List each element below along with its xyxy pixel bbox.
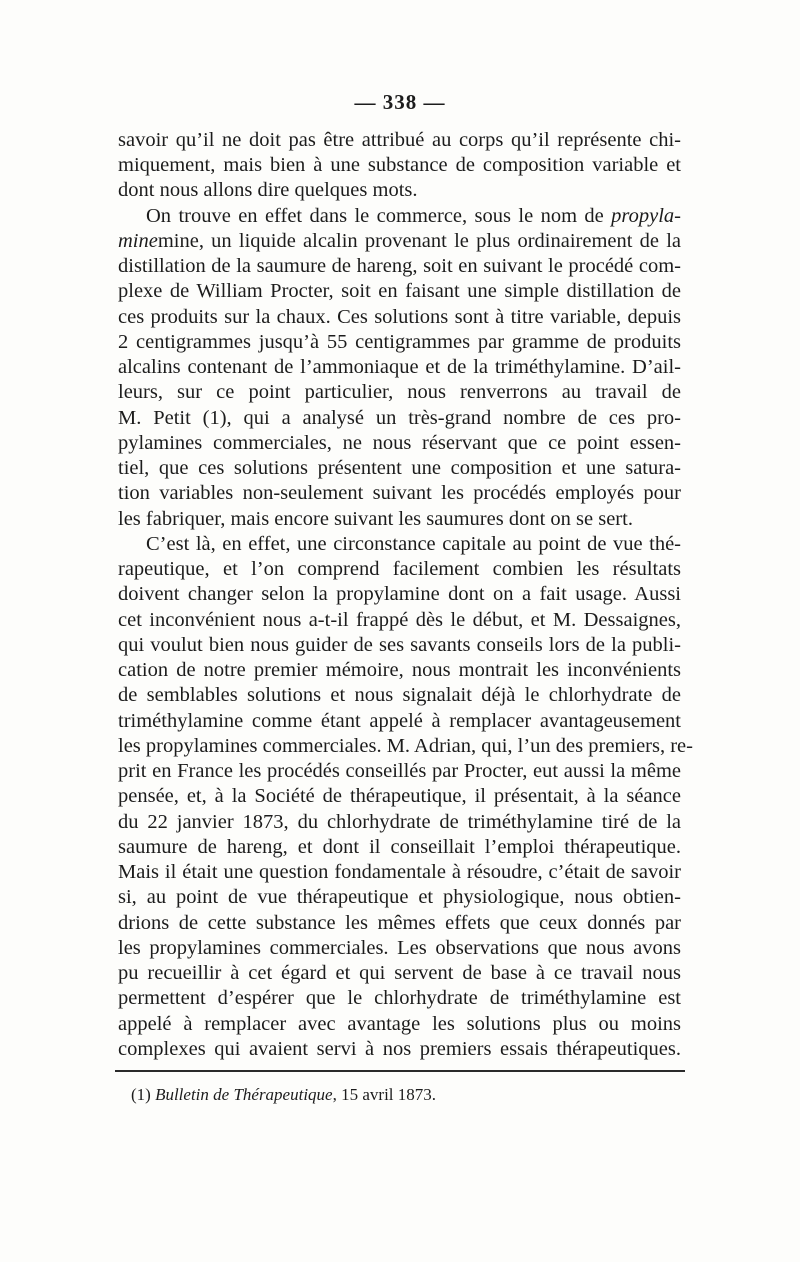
text-line: tion variables non-seulement suivant les procédés employés pour — [118, 482, 681, 505]
text-line: qui voulut bien nous guider de ses savants conseils lors de la publi- — [118, 633, 681, 656]
text-line: de semblables solutions et nous signalait déjà le chlorhydrate de — [118, 684, 681, 707]
text-line: pensée, et, à la Société de thérapeutique, il présentait, à la séance — [118, 785, 681, 808]
text-line: Mais il était une question fondamentale à résoudre, c’était de savoir — [118, 861, 681, 884]
text-line: tiel, que ces solutions présentent une composition et une satura- — [118, 457, 681, 480]
text-line: appelé à remplacer avec avantage les solutions plus ou moins — [118, 1012, 681, 1035]
text-line: les propylamines commerciales. M. Adrian, qui, l’un des premiers, re- — [118, 734, 693, 757]
text-line: alcalins contenant de l’ammoniaque et de la triméthylamine. D’ail- — [118, 356, 681, 379]
text-line — [118, 229, 681, 254]
footnote-marker: (1) — [131, 1085, 151, 1104]
text-line: C’est là, en effet, une circonstance capitale au point de vue thé- — [146, 532, 681, 555]
text-line: saumure de hareng, et dont il conseillait l’emploi thérapeutique. — [118, 835, 681, 858]
text-line: triméthylamine comme étant appelé à remplacer avantageusement — [118, 709, 681, 732]
italic-term: propyla- — [611, 204, 681, 227]
page-number: — 338 — — [354, 90, 446, 114]
text-line: prit en France les procédés conseillés par Procter, eut aussi la même — [118, 760, 681, 783]
footnote — [131, 1083, 436, 1107]
footnote-rule — [115, 1070, 685, 1072]
footnote-date: , 15 avril 1873. — [332, 1085, 437, 1104]
text-line: plexe de William Procter, soit en faisant une simple distillation de — [118, 280, 681, 303]
text-line: les propylamines commerciales. Les observations que nous avons — [118, 936, 681, 959]
text-line: 2 centigrammes jusqu’à 55 centigrammes par gramme de produits — [118, 330, 681, 353]
footnote-journal: Bulletin de Thérapeutique — [155, 1085, 333, 1104]
text-line: miquement, mais bien à une substance de composition variable et — [118, 154, 681, 177]
text-line-part: mine, un liquide alcalin provenant le plus ordinairement de la — [157, 229, 681, 252]
text-line: du 22 janvier 1873, du chlorhydrate de triméthylamine tiré de la — [118, 810, 681, 833]
text-line: drions de cette substance les mêmes effets que ceux donnés par — [118, 911, 681, 934]
text-line: distillation de la saumure de hareng, soit en suivant le procédé com- — [118, 255, 681, 278]
text-line: les fabriquer, mais encore suivant les saumures dont on se sert. — [118, 507, 633, 530]
text-line: savoir qu’il ne doit pas être attribué au corps qu’il représente chi- — [118, 129, 681, 151]
text-line: dont nous allons dire quelques mots. — [118, 179, 418, 202]
italic-term: mine — [118, 229, 158, 252]
text-line: rapeutique, et l’on comprend facilement combien les résultats — [118, 558, 681, 581]
text-line-part: On trouve en effet dans le commerce, sous le nom de — [146, 204, 612, 227]
text-line: complexes qui avaient servi à nos premiers essais thérapeutiques. — [118, 1037, 681, 1060]
text-line: leurs, sur ce point particulier, nous renverrons au travail de — [118, 381, 681, 404]
text-line: ces produits sur la chaux. Ces solutions sont à titre variable, depuis — [118, 305, 681, 328]
text-line — [146, 204, 681, 229]
text-line: doivent changer selon la propylamine dont on a fait usage. Aussi — [118, 583, 681, 606]
text-line: cation de notre premier mémoire, nous montrait les inconvénients — [118, 659, 681, 682]
text-line: pylamines commerciales, ne nous réservant que ce point essen- — [118, 431, 681, 454]
text-line: M. Petit (1), qui a analysé un très-grand nombre de ces pro- — [118, 406, 681, 429]
text-line: si, au point de vue thérapeutique et physiologique, nous obtien- — [118, 886, 681, 909]
text-line: cet inconvénient nous a-t-il frappé dès le début, et M. Dessaignes, — [118, 608, 681, 631]
text-line: permettent d’espérer que le chlorhydrate de triméthylamine est — [118, 987, 681, 1010]
text-line: pu recueillir à cet égard et qui servent de base à ce travail nous — [118, 962, 681, 985]
